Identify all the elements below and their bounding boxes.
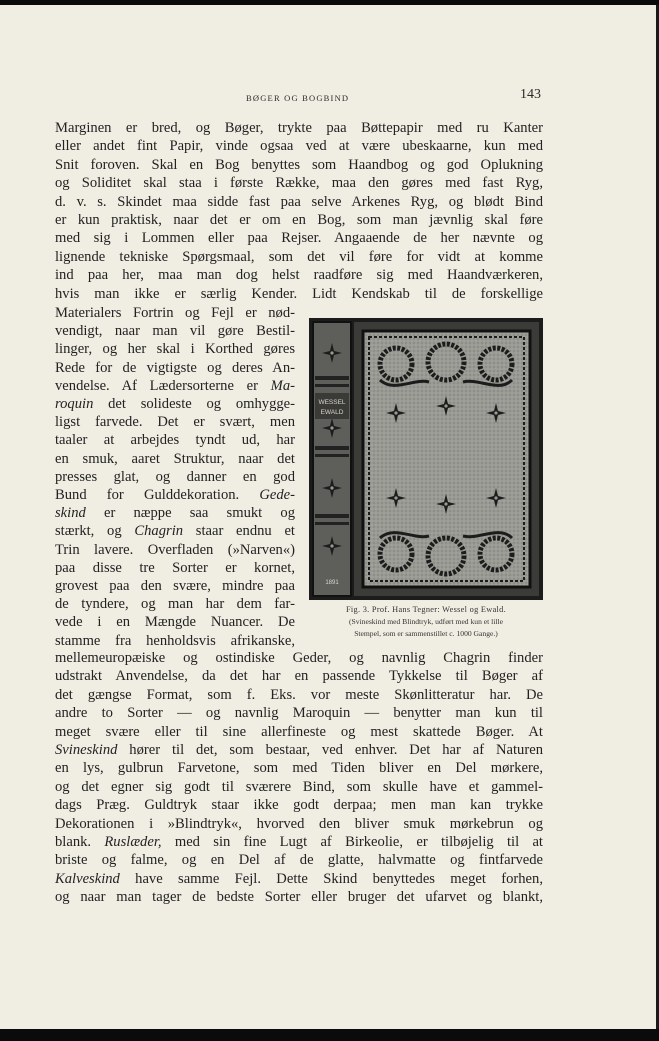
text-line (55, 487, 295, 504)
text-run: dags Præg. Guldtryk staar ikke godt derpaa; men man kan trykke (55, 797, 543, 814)
text-line (55, 542, 295, 559)
text-run: andre to Sorter — og navnlig Maroquin — benytter man kun til (55, 705, 543, 722)
spine-title-2: EWALD (320, 409, 344, 416)
text-run: briste og falme, og en Del af de glatte, halvmatte og fintfarvede (55, 852, 543, 869)
text-run: hører til det, som bestaar, ved enhver. Det har af Naturen (117, 742, 543, 758)
text-run: en smuk, aaret Struktur, naar det (55, 450, 295, 467)
text-run: linger, og her skal i Korthed gøres (55, 341, 295, 358)
paragraph-beside-figure (55, 305, 295, 665)
text-line: eller andet fint Papir, vinde ogsaa ved at være ubeskaarne, kun med (55, 138, 543, 155)
text-line: d. v. s. Skindet maa sidde fast paa selve Arkenes Ryg, og blødt Bind (55, 193, 543, 210)
text-line (55, 871, 543, 888)
text-run: med sin fine Lugt af Birkeolie, er tilbøjelig til at (161, 834, 543, 850)
text-run: Rede for de vigtigste og deres An- (55, 359, 295, 376)
text-line (55, 414, 295, 431)
book-page (0, 5, 659, 1029)
figure-book-binding (309, 318, 543, 600)
text-line (55, 705, 543, 722)
text-line (55, 816, 543, 833)
text-line: og Soliditet skal staa i første Række, maa den gøres med fast Ryg, (55, 175, 543, 192)
book-binding-image (309, 318, 543, 600)
text-line (55, 305, 295, 322)
text-run: Trin lavere. Overfladen (»Narven«) (55, 541, 295, 558)
text-line (55, 523, 295, 540)
paragraph-top (55, 120, 543, 305)
text-run: Materialers Fortrin og Fejl er nød- (55, 305, 295, 321)
italic-term: Gede- (259, 487, 295, 503)
caption-note-1: (Svineskind med Blindtryk, udført med kun et lille (349, 617, 503, 626)
text-line (55, 668, 543, 685)
text-line: Marginen er bred, og Bøger, trykte paa Bøttepapir med ru Kanter (55, 120, 543, 136)
text-line (55, 687, 543, 704)
text-run: det solideste og omhygge- (93, 396, 295, 412)
text-line (55, 889, 543, 906)
text-line (55, 614, 295, 631)
text-run: Bund for Gulddekoration. (55, 487, 260, 503)
text-line: ind paa her, maa man dog helst raadføre sig med Haandværkeren, (55, 267, 543, 284)
text-run: de tyndere, og man har dem far- (55, 596, 295, 613)
text-run: meget svære eller til sine allerfineste og mest skattede Bøger. At (55, 723, 543, 740)
text-line (55, 578, 295, 595)
text-line (55, 378, 295, 395)
text-run: staar endnu et (183, 523, 295, 540)
paragraph-bottom (55, 650, 543, 910)
text-run: Dekorationen i »Blindtryk«, hvorved den bliver smuk mørkebrun og (55, 815, 543, 832)
text-line (55, 834, 543, 851)
text-run: ligst farvede. Det er svært, men (55, 414, 295, 431)
text-line (55, 779, 543, 796)
italic-term: skind (55, 505, 86, 522)
text-run: stærkt, og (55, 523, 135, 540)
text-line (55, 633, 295, 650)
italic-term: roquin (55, 396, 94, 412)
text-line (55, 797, 543, 814)
italic-term: Svineskind (55, 742, 118, 758)
text-run: taaler at arbejdes tyndt ud, har (55, 432, 295, 449)
italic-term: Chagrin (134, 523, 184, 540)
text-line (55, 724, 543, 741)
text-run: udstrakt Anvendelse, da det har en passende Tykkelse til Bøger af (55, 668, 543, 685)
text-line: lignende tekniske Spørgsmaal, som det vil føre for vidt at komme (55, 248, 543, 265)
text-line (55, 505, 295, 522)
text-run: er næppe saa smukt og (85, 505, 295, 522)
text-run: og det egner sig godt til sværere Bind, som skulle have et gammel- (55, 778, 543, 795)
italic-term: Ruslæder, (104, 834, 162, 850)
text-line (55, 852, 543, 869)
text-run: og naar man tager de bedste Sorter eller bruger det ufarvet og blankt, (55, 889, 543, 906)
text-run: stamme fra henholdsvis afrikanske, (55, 632, 295, 649)
text-run: vede i en Mængde Nuancer. De (55, 614, 295, 631)
spine-year: 1891 (325, 580, 339, 586)
text-line (55, 451, 295, 468)
text-run: mellemeuropæiske og ostindiske Geder, og navnlig Chagrin finder (55, 650, 543, 666)
text-run: grovest paa den svære, mindre paa (55, 578, 295, 594)
text-run: vendelse. Af Lædersorterne er (55, 377, 271, 394)
figure-caption (309, 603, 543, 640)
spine-title-1: WESSEL (318, 399, 346, 406)
text-line (55, 432, 295, 449)
text-line (55, 396, 295, 413)
text-line: Snit foroven. Skal en Bog benyttes som Haandbog og god Oplukning (55, 156, 543, 173)
text-run: det gængse Format, som f. Eks. vor meste Skønlitteratur har. De (55, 686, 543, 703)
text-line: med sig i Lommen eller paa Rejser. Angaaende de her nævnte og (55, 230, 543, 247)
caption-title: Fig. 3. Prof. Hans Tegner: Wessel og Ewald. (346, 605, 506, 614)
text-line (55, 341, 295, 358)
text-line: er kun praktisk, naar det er om en Bog, som man jævnlig skal føre (55, 212, 543, 228)
page-header (0, 87, 659, 107)
text-line (55, 560, 295, 577)
italic-term: Kalveskind (55, 870, 120, 887)
page-number: 143 (520, 87, 541, 102)
text-line (55, 360, 295, 377)
italic-term: Ma- (270, 377, 295, 394)
text-run: have samme Fejl. Dette Skind benyttedes meget forhen, (119, 870, 543, 887)
text-run: blank. (55, 834, 105, 850)
text-line (55, 469, 295, 486)
text-line (55, 760, 543, 777)
text-line (55, 742, 543, 759)
text-line (55, 596, 295, 613)
text-run: vendigt, naar man vil gøre Bestil- (55, 323, 295, 340)
text-run: presses glat, og danner en god (55, 468, 295, 485)
caption-note-2: Stempel, som er sammenstillet c. 1000 Gange.) (354, 629, 498, 638)
text-run: paa disse tre Sorter er kornet, (55, 559, 295, 576)
text-line (55, 323, 295, 340)
running-head: BØGER OG BOGBIND (246, 93, 350, 103)
text-line: hvis man ikke er særlig Kender. Lidt Kendskab til de forskellige (55, 285, 543, 302)
text-run: en lys, gulbrun Farvetone, som med Tiden bliver en Del mørkere, (55, 760, 543, 777)
text-line (55, 650, 543, 667)
